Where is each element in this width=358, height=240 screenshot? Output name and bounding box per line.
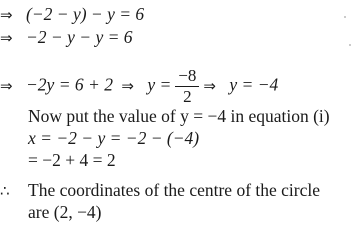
equation-text: y = −4 [229, 74, 279, 95]
fraction-denominator: 2 [183, 87, 192, 106]
equation-text: −2y = 6 + 2 [26, 74, 113, 95]
implies-icon: ⇒ [0, 6, 13, 24]
equation-text: y = [147, 74, 172, 95]
equation-line-1 [0, 4, 144, 25]
equation-text: −2 − y − y = 6 [26, 27, 133, 47]
instruction-line [28, 106, 330, 126]
implies-icon: ⇒ [203, 76, 216, 95]
instruction-text: Now put the value of y = −4 in equation (i) [28, 106, 330, 126]
substitution-line [28, 128, 199, 148]
scan-speck [344, 16, 346, 18]
equation-text: x = −2 − y = −2 − (−4) [28, 128, 200, 148]
fraction [175, 66, 199, 107]
conclusion-line-1 [0, 180, 320, 201]
equation-line-3 [0, 66, 278, 107]
result-line [28, 150, 116, 170]
equation-line-2 [0, 27, 133, 48]
conclusion-text: are (2, −4) [28, 202, 102, 222]
fraction-numerator: −8 [175, 66, 199, 87]
therefore-icon: ∴ [0, 182, 10, 200]
conclusion-text: The coordinates of the centre of the circle [28, 180, 321, 200]
conclusion-line-2 [28, 202, 102, 222]
scan-speck [349, 44, 351, 46]
equation-text: (−2 − y) − y = 6 [26, 4, 145, 24]
implies-icon: ⇒ [0, 76, 13, 95]
equation-text: = −2 + 4 = 2 [28, 150, 116, 170]
implies-icon: ⇒ [0, 29, 13, 47]
implies-icon: ⇒ [121, 76, 134, 95]
